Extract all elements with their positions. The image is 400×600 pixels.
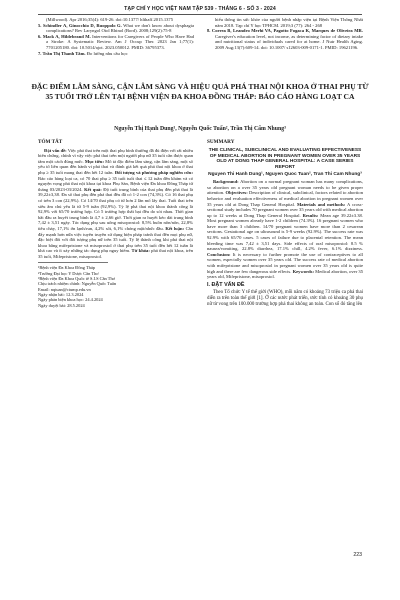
reference-number: 6. (38, 33, 43, 39)
run-label: Từ khóa: (131, 248, 150, 254)
run-text: Độ tuổi trung bình của thai phụ đến phá thai là 39,22±3,38. Đa số thai phụ đến phá thai đều đã có 1-2 con (74,3%). Có 16 thai phụ có trên 3 con (22,9%). Có 14/70 thai phụ có từ hơn 2 lần mổ lấy thai. Tuổi thai trên siêu âm chủ yếu là từ 5-9 tuần (92,9%). Tỷ lệ phá thai nội khoa thành công là 92,9% với 65/70 trường hợp. Có 5 trường hợp thất bại đều do sót nhau. Thời gian bắt đầu ra huyết trung bình là 4,7 ± 2,66 giờ. Thời gian ra huyết kéo dài trung bình 7,42 ± 3,51 ngày. Tác dụng phụ sau uống misoprostol: 8,5% buồn nôn/nôn, 22,8% tiêu chảy, 17,1% ớn lạnh/run, 4,2% sốt, 6,1% chóng mặt/nhức đầu. (38, 186, 193, 231)
footnote-line: Ngày nhận bài: 12.3.2024 (38, 291, 84, 297)
reference-text: hiểu thông tin sức khỏe của người bệnh nhập viện tại Bệnh Viện Thống Nhất năm 2018. Tạp chí Y học TPHCM. 2019;3 (77): 264 - 268 (215, 17, 363, 28)
reference-text: Đo lường nhu cầu học (85, 50, 128, 56)
run-text: Việc phá thai trên một thai phụ bình thường đã đủ điện với rất nhiều biến chứng, chính vì vậy việc phá thai trên một người phụ nữ 35 tuổi cần được quan tâm một cách đúng mức. (38, 147, 193, 164)
run-text: Description of clinical, subclinical, factors related to abortion behavior and evaluation effectiveness of medical abortion in pregnant women over 35 years old at Dong Thap General Hospital. (207, 190, 363, 207)
reference-text: Interventions for Caregivers of People Who Have Had a Stroke: A Systematic Review. Am J Occup Ther. 2023 Jan 1;77(1): 7701205180. doi: 10.5014/ajot. 2023.050012. PMID: 36795373. (46, 33, 195, 50)
left-column (38, 140, 193, 308)
references-right (207, 17, 363, 51)
reference-number: 8. (207, 28, 212, 34)
run-label: Đặt vấn đề: (44, 147, 67, 153)
run-label: Kết quả: (84, 186, 102, 192)
footnote-line: ²Trường Đại học Y Dược Cần Thơ (38, 270, 99, 276)
run-label: Materials and methods: (296, 201, 346, 207)
section1-heading: I. ĐẶT VẤN ĐỀ (207, 281, 245, 288)
summary-authors: Nguyen Thi Hanh Dung¹, Nguyen Quoc Tuan², Tran Thi Cam Nhung³ (208, 172, 362, 178)
reference-item (38, 34, 194, 51)
footnote-rule (38, 262, 108, 263)
reference-authors: Schindler A, Ginocchio D, Ruoppolo G. (42, 22, 122, 28)
run-text: Báo cáo hàng loạt ca, có 70 thai phụ ≥ 35 tuổi tuổi thai ≤ 12 tuần đến khám và có nguyện vọng phá thai nội khoa tại khoa Phụ Sản, Bệnh viện Đa khoa Đồng Tháp từ tháng 03/2023-03/2024. (38, 175, 193, 192)
footnote-line: Chịu trách nhiệm chính: Nguyễn Quốc Tuấn (38, 281, 117, 287)
reference-text: (Millwood). Apr 2016;35(4): 619-26. doi:10.1377/ hlthaff.2015.1375 (46, 17, 174, 22)
footnote-line: Ngày duyệt bài: 28.5.2024 (38, 302, 85, 308)
footnotes (38, 265, 193, 307)
run-label: Mục tiêu: (84, 158, 104, 164)
run-text: Mean age 39.22±3.38. Most pregnant women already have 1-2 children (74.3%). 16 pregnant women who have more than 3 children. 14/70 pregnant women have more than 2 cesarean sections. Gestational age on ultrasound is 5-9 weeks (92.9%). The success rate was 92.9% with 65/70 cases. 5 cases of failure due to placental retention. The mean bleeding time was 7,42 ± 3,51 days. Side effects of oral misoprostol: 8.5 % nausea/vomiting, 22.8% diarrhea, 17.1% chill, 4.2% fever, 6.1% dizziness. (207, 212, 363, 252)
reference-item (207, 17, 363, 28)
run-label: Conclusion: (207, 251, 231, 257)
summary-title: THE CLINICAL, SUBCLINICAL AND EVALUATING EFFECTIVENESS OF MEDICAL ABORTION IN PREGNANT WOMEN OVER 35 YEARS OLD AT DONG THAP GENERAL HOSPITAL: A CASE SERIES REPORT (208, 147, 362, 171)
footnote-line: ³Bệnh viện Đa Khoa Quốc tế S.I.S Cần Thơ (38, 276, 115, 282)
reference-authors: Mack A, Hildebrand M. (42, 33, 91, 39)
article-title: ĐẶC ĐIỂM LÂM SÀNG, CẬN LÂM SÀNG VÀ HIỆU QUẢ PHÁ THAI NỘI KHOA Ở THAI PHỤ TỪ 35 TUỔI TRỞ LÊN TẠI BỆNH VIỆN ĐA KHOA ĐỒNG THÁP: BÁO CÁO HÀNG LOẠT CA (31, 82, 369, 101)
section1-text: Theo Tổ chức Y tế thế giới (WHO), mỗi năm có khoảng 73 triệu ca phá thai diễn ra trên toàn thế giới [1]. Ở các nước phát triển, ước tính có khoảng 30 phụ nữ từ vong trên 100.000 trường hợp phá thai không an toàn. Con số đó tăng lên (207, 290, 363, 308)
reference-text: What we don't know about dysphagia complications? Rev Laryngol Otol Rhinol (Bord). 2008;129(2):75-8 (46, 22, 194, 34)
run-text: It is necessary to further promote the use of contraceptives to all women, especially women over 35 years old. The success rate of medical abortion with mifepristone and misoprostol in pregnant women over 35 years old is quite high and there are few dangerous side effects. (207, 251, 363, 274)
reference-number: 5. (38, 22, 43, 28)
run-text: phá thai nội khoa, trên 35 tuổi, Mifepristone, misoprostol. (38, 248, 194, 259)
footnote-line: ¹Bệnh viện Đa Khoa Đồng Tháp (38, 265, 95, 271)
authors-vn: Nguyễn Thị Hạnh Dung¹, Nguyễn Quốc Tuấn², Trần Thị Cẩm Nhung³ (114, 126, 286, 132)
summary-heading: SUMMARY (207, 139, 235, 145)
run-label: Kết luận: (165, 225, 185, 231)
reference-authors: Correa B, Leandro Merhi VA, Pagotto Fogaca K, Marques de Oliveira MR. (211, 28, 363, 34)
reference-text: Caregiver's education level, not income, as determining factor of dietary intake and nutritional status of individuals cared for at home. J Nutr Health Aging. 2009 Aug;13(7):609-14. doi: 10.1007/ s12603-009-0171-1. PMID: 19621196. (215, 33, 363, 50)
references-left (38, 17, 194, 56)
page-number: 223 (353, 552, 362, 558)
run-label: Results: (302, 212, 319, 218)
run-label: Background: (213, 179, 239, 185)
abstract-vn-body (38, 148, 193, 260)
reference-authors: Trần Thị Thanh Tâm. (42, 50, 86, 56)
run-text: Cần đẩy mạnh hơn nữa việc tuyên truyền sử dụng biện pháp tránh thai đến mọi phụ nữ, đặc biệt đối với đối tượng phụ nữ trên 35 tuổi. Tỷ lệ thành công khi phá thai nội khoa bằng mifepristone và misoprostol ở thai phụ trên 35 tuổi đến hết 12 tuần là khá cao và ít xảy những tác dụng phụ nguy hiểm. (38, 225, 193, 254)
journal-header: TẠP CHÍ Y HỌC VIỆT NAM TẬP 539 - THÁNG 6 - SỐ 3 - 2024 (124, 6, 276, 12)
run-text: A cross-sectional study includes 70 pregnant women over 35 years old with medical abortion up to 12 weeks at Dong Thap General Hospital. (207, 201, 363, 218)
reference-number: 7. (38, 50, 43, 56)
run-text: Medical abortion, over 35 years old, Mifepristone, misoprostol. (207, 268, 364, 280)
reference-item (38, 51, 194, 57)
run-label: Keywords: (292, 268, 314, 274)
summary-body (207, 179, 363, 280)
abstract-vn-heading: TÓM TẮT (38, 139, 63, 145)
footnote-line: Ngày phản biện khoa học: 24.4.2024 (38, 297, 103, 303)
run-label: Đối tượng và phương pháp nghiên cứu: (114, 169, 193, 175)
reference-item (38, 23, 194, 34)
run-text: Abortion on a normal pregnant woman has many complications, so abortion on a over 35 years old pregnant woman needs to be given proper attention. (207, 179, 363, 196)
right-column (207, 140, 363, 308)
header-rule (38, 14, 362, 15)
run-label: Objectives: (225, 190, 248, 196)
run-text: Mô tả đặc điểm lâm sàng, cận lâm sàng, một số yếu tố liên quan đến hành vi phá thai và đánh giá kết quả phá thai nội khoa ở thai phụ ≥ 35 tuổi mang thai đến hết 12 tuần. (38, 158, 193, 175)
reference-item (207, 28, 363, 50)
footnote-line: Email: nqtuan@ctump.edu.vn (38, 286, 91, 292)
